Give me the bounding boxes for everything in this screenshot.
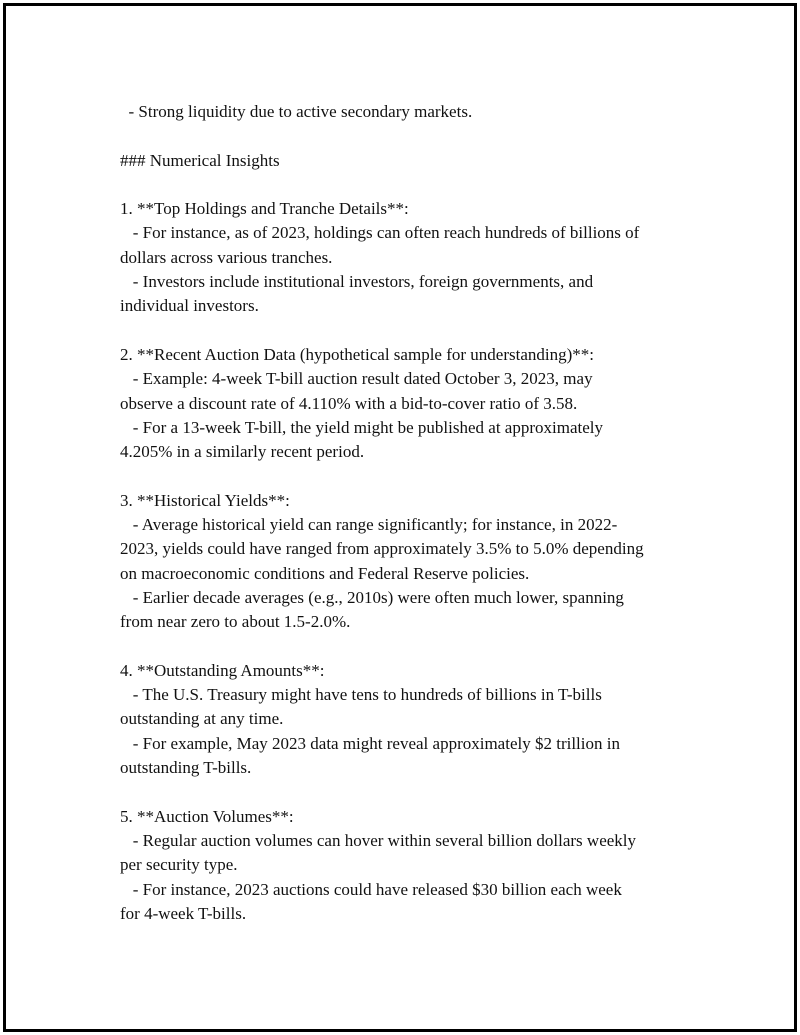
text-line: 4.205% in a similarly recent period. xyxy=(120,442,365,462)
blank-line xyxy=(120,464,720,488)
text-line: on macroeconomic conditions and Federal Reserve policies. xyxy=(120,563,530,583)
page-frame xyxy=(3,3,797,1032)
blank-line xyxy=(120,173,720,197)
blank-line xyxy=(120,635,720,659)
text-line: - For instance, 2023 auctions could have released $30 billion each week xyxy=(120,879,622,899)
text-line: 4. **Outstanding Amounts**: xyxy=(120,660,325,680)
text-line: - Investors include institutional investors, foreign governments, and xyxy=(120,272,594,292)
text-line: - Regular auction volumes can hover within several billion dollars weekly xyxy=(120,830,637,850)
text-line: individual investors. xyxy=(120,296,259,316)
text-line: - For example, May 2023 data might reveal approximately $2 trillion in xyxy=(120,733,620,753)
text-line: - For instance, as of 2023, holdings can often reach hundreds of billions of xyxy=(120,223,640,243)
text-line: for 4-week T-bills. xyxy=(120,903,247,923)
text-line: - Earlier decade averages (e.g., 2010s) were often much lower, spanning xyxy=(120,587,624,607)
text-line: 1. **Top Holdings and Tranche Details**: xyxy=(120,199,409,219)
text-line: dollars across various tranches. xyxy=(120,247,333,267)
text-line: 2. **Recent Auction Data (hypothetical sample for understanding)**: xyxy=(120,344,594,364)
text-line: - Strong liquidity due to active secondary markets. xyxy=(120,102,473,121)
text-line: 3. **Historical Yields**: xyxy=(120,490,290,510)
text-line: outstanding at any time. xyxy=(120,709,284,729)
blank-line xyxy=(120,319,720,343)
blank-line xyxy=(120,124,720,148)
text-line: observe a discount rate of 4.110% with a bid-to-cover ratio of 3.58. xyxy=(120,393,578,413)
text-line: outstanding T-bills. xyxy=(120,758,252,778)
text-line: 2023, yields could have ranged from approximately 3.5% to 5.0% depending xyxy=(120,539,644,559)
text-line: - Average historical yield can range significantly; for instance, in 2022- xyxy=(120,515,618,535)
text-line: ### Numerical Insights xyxy=(120,150,280,170)
text-line: per security type. xyxy=(120,855,238,875)
document-body xyxy=(120,100,720,926)
text-line: - For a 13-week T-bill, the yield might be published at approximately xyxy=(120,417,603,437)
text-line: 5. **Auction Volumes**: xyxy=(120,806,294,826)
text-line: - The U.S. Treasury might have tens to hundreds of billions in T-bills xyxy=(120,685,602,705)
text-line: - Example: 4-week T-bill auction result dated October 3, 2023, may xyxy=(120,369,593,389)
text-line: from near zero to about 1.5-2.0%. xyxy=(120,612,351,632)
blank-line xyxy=(120,780,720,804)
